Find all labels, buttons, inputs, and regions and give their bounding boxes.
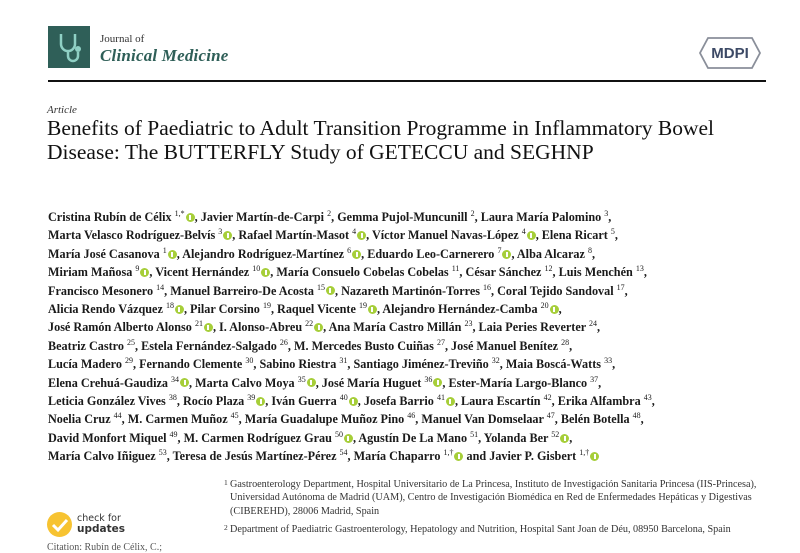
journal-prefix: Journal of bbox=[100, 33, 145, 45]
orcid-icon[interactable] bbox=[550, 305, 559, 314]
author-name: Noelia Cruz bbox=[48, 412, 114, 427]
affiliation-ref: 36 bbox=[424, 374, 433, 384]
check-label: check for bbox=[77, 513, 121, 524]
orcid-icon[interactable] bbox=[168, 250, 177, 259]
orcid-icon[interactable] bbox=[433, 378, 442, 387]
affiliation-ref: 1,* bbox=[174, 208, 185, 218]
author-name: Vicent Hernández bbox=[155, 265, 253, 280]
affiliation-ref: 15 bbox=[316, 282, 325, 292]
affiliation-ref: 6 bbox=[347, 245, 352, 255]
author-name: Pilar Corsino bbox=[190, 302, 263, 317]
author-name: Elena Ricart bbox=[541, 228, 611, 243]
author-name: María José Casanova bbox=[48, 246, 163, 261]
affiliation-ref: 1,† bbox=[579, 448, 590, 458]
author-name: Santiago Jiménez-Treviño bbox=[353, 357, 492, 372]
affiliation-ref: 13 bbox=[635, 264, 644, 274]
orcid-icon[interactable] bbox=[560, 434, 569, 443]
affiliation-ref: 33 bbox=[604, 356, 613, 366]
header-divider bbox=[48, 80, 696, 82]
affiliation-ref: 32 bbox=[491, 356, 500, 366]
orcid-icon[interactable] bbox=[454, 452, 463, 461]
affiliation-ref: 5 bbox=[610, 227, 615, 237]
author-name: Elena Crehuá-Gaudiza bbox=[48, 375, 172, 390]
author-name: Josefa Barrio bbox=[363, 394, 437, 409]
affiliation-ref: 53 bbox=[158, 448, 167, 458]
author-name: Rafael Martín-Masot bbox=[238, 228, 353, 243]
affiliation-ref: 39 bbox=[247, 393, 256, 402]
author-line: Cristina Rubín de Célix $^{1,*}$ , Javier Martín-de-Carpi $^2$, Gemma Pujol-Muncunill $^2$, Laura María Palomino $^3$, bbox=[48, 208, 612, 224]
orcid-icon[interactable] bbox=[352, 250, 361, 259]
orcid-icon[interactable] bbox=[256, 397, 265, 406]
affiliation-ref: 24 bbox=[588, 319, 597, 329]
author-name: María Chaparro bbox=[353, 449, 444, 464]
author-name: Javier Martín-de-Carpi bbox=[200, 210, 328, 224]
author-name: César Sánchez bbox=[465, 265, 545, 280]
author-name: Miriam Mañosa bbox=[48, 265, 136, 280]
author-name: José Manuel Benítez bbox=[451, 338, 562, 353]
orcid-icon[interactable] bbox=[326, 286, 335, 295]
affiliation-ref: 17 bbox=[616, 282, 625, 292]
affiliation-ref: 9 bbox=[135, 264, 140, 274]
header-divider-right bbox=[690, 80, 766, 82]
author-line: Alicia Rendo Vázquez $^{18}$ , Pilar Corsino $^{19}$, Raquel Vicente $^{19}$ , Alejandro Hernández-Camba $^{20}$ , bbox=[48, 300, 562, 317]
affiliation-ref: 1 bbox=[162, 245, 167, 255]
author-name: Ester-María Largo-Blanco bbox=[448, 375, 591, 390]
citation-text: Citation: Rubín de Célix, C.; bbox=[47, 542, 162, 553]
affiliation-ref: 35 bbox=[297, 374, 306, 384]
author-name: Francisco Mesonero bbox=[48, 283, 157, 298]
author-name: Raquel Vicente bbox=[277, 302, 359, 317]
author-name: Cristina Rubín de Célix bbox=[48, 210, 175, 224]
affiliation-ref: 2 bbox=[327, 208, 332, 218]
orcid-icon[interactable] bbox=[186, 213, 195, 222]
author-name: David Monfort Miquel bbox=[48, 430, 170, 445]
author-name: Manuel Van Domselaar bbox=[421, 412, 547, 427]
orcid-icon[interactable] bbox=[357, 231, 366, 240]
affiliation-ref: 11 bbox=[451, 264, 460, 274]
affiliation-ref: 42 bbox=[543, 393, 552, 402]
affiliation-text: Gastroenterology Department, Hospital Universitario de La Princesa, Instituto de Investigación Sanitaria Princesa (IIS-Princesa), Universidad Autónoma de Madrid (UAM), Centro de Investigación Biomédica en Red de Enfermedades Hepáticas y Digestivas (CIBEREHD), 28006 Madrid, Spain bbox=[230, 479, 757, 517]
article-type: Article bbox=[47, 104, 77, 116]
orcid-icon[interactable] bbox=[204, 323, 213, 332]
affiliation-ref: 2 bbox=[470, 208, 475, 218]
author-line: Miriam Mañosa $^9$ , Vicent Hernández $^{10}$ , María Consuelo Cobelas Cobelas $^{11}$, César Sánchez $^{12}$, Luis Menchén $^{13}$, bbox=[48, 264, 647, 280]
affiliation-ref: 54 bbox=[339, 448, 348, 458]
author-name: José María Huguet bbox=[321, 375, 425, 390]
author-name: Rocío Plaza bbox=[182, 394, 248, 409]
author-name: Lucía Madero bbox=[48, 357, 125, 372]
affiliation-ref: 8 bbox=[587, 245, 592, 255]
svg-text:MDPI: MDPI bbox=[711, 45, 749, 62]
affiliation-ref: 48 bbox=[632, 411, 641, 421]
author-line: Leticia González Vives $^{38}$, Rocío Plaza $^{39}$ , Iván Guerra $^{40}$ , Josefa Barrio $^{41}$ , Laura Escartín $^{42}$, Erika Alfambra $^{43}$, bbox=[48, 393, 655, 409]
affiliation-ref: 3 bbox=[218, 227, 223, 237]
affiliation-ref: 40 bbox=[339, 393, 348, 402]
publisher-logo bbox=[698, 34, 762, 72]
author-line: Marta Velasco Rodríguez-Belvís $^3$ , Rafael Martín-Masot $^4$ , Víctor Manuel Navas-López $^4$ , Elena Ricart $^5$, bbox=[48, 227, 618, 243]
author-name: Leticia González Vives bbox=[48, 394, 169, 409]
affiliation-ref: 26 bbox=[279, 337, 288, 347]
journal-logo bbox=[48, 26, 90, 68]
author-name: Erika Alfambra bbox=[557, 394, 644, 409]
author-name: Ana María Castro Millán bbox=[328, 320, 465, 335]
affiliation-ref: 25 bbox=[126, 337, 135, 347]
affiliation-ref: 44 bbox=[113, 411, 122, 421]
affiliation-ref: 4 bbox=[352, 227, 357, 237]
author-name: Teresa de Jesús Martínez-Pérez bbox=[172, 449, 340, 464]
affiliation-ref: 47 bbox=[546, 411, 555, 421]
affiliation-ref: 52 bbox=[551, 429, 560, 439]
author-name: Javier P. Gisbert bbox=[489, 449, 580, 464]
affiliation-ref: 12 bbox=[544, 264, 553, 274]
affiliation-ref: 37 bbox=[590, 374, 599, 384]
author-name: Laia Peries Reverter bbox=[478, 320, 589, 335]
affiliation-ref: 30 bbox=[245, 356, 254, 366]
orcid-icon[interactable] bbox=[175, 305, 184, 314]
affiliation-ref: 23 bbox=[464, 319, 473, 329]
affiliation-number: 1 bbox=[224, 478, 228, 487]
author-name: María Calvo Iñiguez bbox=[48, 449, 159, 464]
orcid-icon[interactable] bbox=[344, 434, 353, 443]
author-name: Fernando Clemente bbox=[139, 357, 246, 372]
orcid-icon[interactable] bbox=[368, 305, 377, 314]
author-name: Víctor Manuel Navas-López bbox=[371, 228, 522, 243]
orcid-icon[interactable] bbox=[446, 397, 455, 406]
author-name: Alejandro Rodríguez-Martínez bbox=[182, 246, 348, 261]
author-name: Manuel Barreiro-De Acosta bbox=[170, 283, 317, 298]
author-line: Noelia Cruz $^{44}$, M. Carmen Muñoz $^{45}$, María Guadalupe Muñoz Pino $^{46}$, Manuel Van Domselaar $^{47}$, Belén Botella $^{48}$, bbox=[48, 411, 644, 427]
journal-name: Clinical Medicine bbox=[100, 46, 229, 65]
author-name: Agustín De La Mano bbox=[358, 430, 471, 445]
author-name: Belén Botella bbox=[560, 412, 633, 427]
affiliation-number: 2 bbox=[224, 523, 228, 532]
author-line: María José Casanova $^1$ , Alejandro Rodríguez-Martínez $^6$ , Eduardo Leo-Carnerero $^7$ , Alba Alcaraz $^8$, bbox=[48, 245, 596, 261]
orcid-icon[interactable] bbox=[502, 250, 511, 259]
orcid-icon[interactable] bbox=[140, 268, 149, 277]
affiliation-ref: 14 bbox=[156, 282, 165, 292]
author-name: Marta Calvo Moya bbox=[195, 375, 298, 390]
affiliation-ref: 49 bbox=[169, 429, 178, 439]
affiliation-ref: 16 bbox=[483, 282, 492, 292]
affiliation-ref: 7 bbox=[497, 245, 502, 255]
check-icon bbox=[47, 512, 72, 537]
orcid-icon[interactable] bbox=[223, 231, 232, 240]
affiliation-ref: 45 bbox=[230, 411, 239, 421]
affiliation-ref: 51 bbox=[470, 429, 479, 439]
author-line: Francisco Mesonero $^{14}$, Manuel Barreiro-De Acosta $^{15}$ , Nazareth Martinón-Torres $^{16}$, Coral Tejido Sandoval $^{17}$, bbox=[48, 282, 628, 298]
affiliation-ref: 29 bbox=[124, 356, 133, 366]
orcid-icon[interactable] bbox=[261, 268, 270, 277]
affiliation-ref: 31 bbox=[339, 356, 348, 366]
affiliation-ref: 34 bbox=[171, 374, 180, 384]
author-name: Eduardo Leo-Carnerero bbox=[367, 246, 498, 261]
author-line: David Monfort Miquel $^{49}$, M. Carmen Rodríguez Grau $^{50}$ , Agustín De La Mano $^{51}$, Yolanda Ber $^{52}$ , bbox=[48, 429, 573, 445]
author-name: Marta Velasco Rodríguez-Belvís bbox=[48, 228, 219, 243]
author-line: Elena Crehuá-Gaudiza $^{34}$ , Marta Calvo Moya $^{35}$ , José María Huguet $^{36}$ , Ester-María Largo-Blanco $^{37}$, bbox=[48, 374, 602, 390]
orcid-icon[interactable] bbox=[314, 323, 323, 332]
orcid-icon[interactable] bbox=[527, 231, 536, 240]
author-line: María Calvo Iñiguez $^{53}$, Teresa de Jesús Martínez-Pérez $^{54}$, María Chaparro $^{1,\dagger}$ and Javier P. Gisbert $^{1,\dagger}$ bbox=[48, 447, 798, 465]
author-name: María Consuelo Cobelas Cobelas bbox=[276, 265, 452, 280]
author-name: Laura Escartín bbox=[461, 394, 544, 409]
affiliation-ref: 20 bbox=[540, 300, 549, 310]
article-title: Benefits of Paediatric to Adult Transition Programme in Inflammatory Bowel Disease: The BUTTERFLY Study of GETECCU and SEGHNP bbox=[47, 116, 715, 164]
affiliation-ref: 27 bbox=[436, 337, 445, 347]
author-name: Estela Fernández-Salgado bbox=[141, 338, 280, 353]
affiliation-ref: 41 bbox=[436, 393, 445, 402]
affiliation-ref: 4 bbox=[521, 227, 526, 237]
author-name: Maia Boscá-Watts bbox=[505, 357, 605, 372]
author-name: Alicia Rendo Vázquez bbox=[48, 302, 166, 317]
author-name: Gemma Pujol-Muncunill bbox=[337, 210, 471, 224]
author-name: Sabino Riestra bbox=[259, 357, 340, 372]
orcid-icon[interactable] bbox=[349, 397, 358, 406]
affiliation-ref: 28 bbox=[561, 337, 570, 347]
author-name: Luis Menchén bbox=[558, 265, 636, 280]
author-name: María Guadalupe Muñoz Pino bbox=[244, 412, 408, 427]
author-line: Lucía Madero $^{29}$, Fernando Clemente $^{30}$, Sabino Riestra $^{31}$, Santiago Jiménez-Treviño $^{32}$, Maia Boscá-Watts $^{33}$, bbox=[48, 356, 616, 372]
author-list bbox=[48, 208, 798, 466]
updates-label: updates bbox=[77, 523, 125, 535]
author-line: Beatriz Castro $^{25}$, Estela Fernández-Salgado $^{26}$, M. Mercedes Busto Cuiñas $^{27}$, José Manuel Benítez $^{28}$, bbox=[48, 337, 573, 353]
affiliation-2 bbox=[224, 523, 770, 536]
affiliation-ref: 38 bbox=[168, 393, 177, 402]
author-name: M. Mercedes Busto Cuiñas bbox=[293, 338, 437, 353]
affiliation-ref: 19 bbox=[358, 300, 367, 310]
affiliation-text: Department of Paediatric Gastroenterology, Hepatology and Nutrition, Hospital Sant Joan de Déu, 08950 Barcelona, Spain bbox=[230, 524, 731, 535]
affiliation-ref: 21 bbox=[194, 319, 203, 329]
author-line: José Ramón Alberto Alonso $^{21}$ , I. Alonso-Abreu $^{22}$ , Ana María Castro Millán $^{23}$, Laia Peries Reverter $^{24}$, bbox=[48, 319, 601, 335]
author-name: Coral Tejido Sandoval bbox=[497, 283, 617, 298]
affiliation-ref: 22 bbox=[305, 319, 314, 329]
affiliation-ref: 43 bbox=[643, 393, 652, 402]
orcid-icon[interactable] bbox=[307, 378, 316, 387]
author-name: Laura María Palomino bbox=[480, 210, 605, 224]
author-name: Yolanda Ber bbox=[483, 430, 552, 445]
author-name: Iván Guerra bbox=[271, 394, 340, 409]
affiliation-ref: 10 bbox=[252, 264, 261, 274]
affiliation-ref: 19 bbox=[262, 300, 271, 310]
author-name: Nazareth Martinón-Torres bbox=[341, 283, 484, 298]
affiliation-ref: 18 bbox=[165, 300, 174, 310]
affiliation-ref: 46 bbox=[407, 411, 416, 421]
author-name: José Ramón Alberto Alonso bbox=[48, 320, 195, 335]
author-name: I. Alonso-Abreu bbox=[219, 320, 306, 335]
author-name: Beatriz Castro bbox=[48, 338, 127, 353]
affiliation-1 bbox=[224, 478, 770, 518]
orcid-icon[interactable] bbox=[180, 378, 189, 387]
orcid-icon[interactable] bbox=[590, 452, 599, 461]
author-name: Alba Alcaraz bbox=[516, 246, 588, 261]
affiliation-ref: 1,† bbox=[443, 448, 454, 458]
author-name: M. Carmen Muñoz bbox=[127, 412, 231, 427]
author-name: Alejandro Hernández-Camba bbox=[382, 302, 541, 317]
affiliation-ref: 3 bbox=[604, 208, 609, 218]
affiliation-ref: 50 bbox=[334, 429, 343, 439]
author-name: M. Carmen Rodríguez Grau bbox=[183, 430, 335, 445]
mdpi-hexagon-icon bbox=[698, 34, 762, 72]
stethoscope-icon bbox=[48, 26, 90, 68]
